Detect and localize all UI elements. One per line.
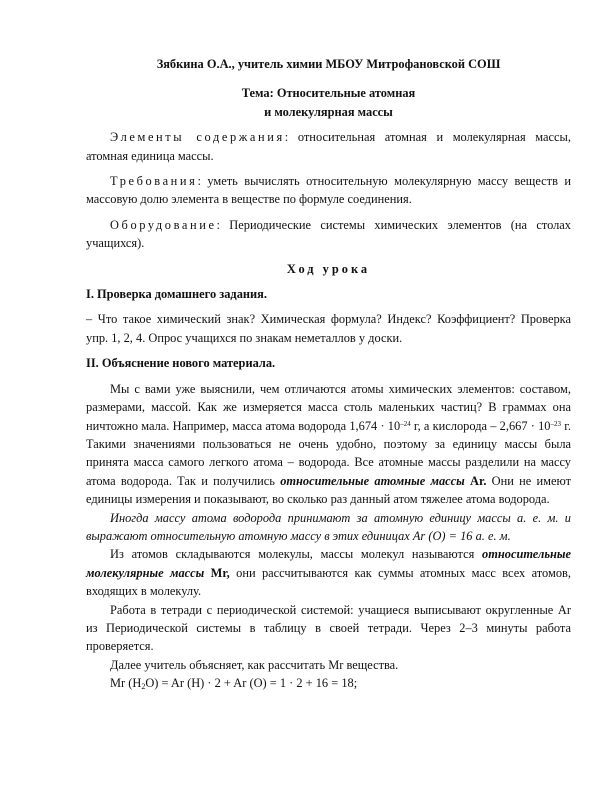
notebook-work-paragraph: Работа в тетради с периодической системой: учащиеся выписывают округленные Ar из Периодической системы в таблицу в своей тетради. Через 2–3 минуты работа проверяется. xyxy=(86,602,571,654)
term-relative-molecular-mass: относительные молекулярные массы xyxy=(86,547,571,580)
equipment-label: Оборудование xyxy=(110,217,217,232)
requirements-paragraph xyxy=(86,172,571,209)
atomic-mass-text-4: Они не имеют единицы измерения и показывают, во сколько раз данный атом тяжелее атома водорода. xyxy=(86,473,571,507)
requirements-text: : уметь вычислять относительную молекулярную массу веществ и массовую долю элемента в веществе по формуле соединения. xyxy=(86,174,571,207)
author-line: Зябкина О.А., учитель химии МБОУ Митрофановской СОШ xyxy=(156,57,501,71)
equipment-paragraph xyxy=(86,216,571,253)
term-relative-atomic-mass: относительные атомные массы xyxy=(280,473,465,488)
molecular-mass-paragraph xyxy=(86,545,571,600)
lesson-heading: Ход урока xyxy=(286,261,371,276)
formula-subscript: 2 xyxy=(141,682,146,692)
molecular-mass-text-1: Из атомов складываются молекулы, массы молекул называются xyxy=(110,547,483,562)
atomic-mass-text-2: г, а кислорода – 2,667 · 10 xyxy=(410,418,551,433)
content-elements-paragraph xyxy=(86,128,571,165)
amu-paragraph: Иногда массу атома водорода принимают за атомную единицу массы а. е. м. и выражают относительную атомную массу в этих единицах Ar (O) = 16 а. е. м. xyxy=(86,510,571,543)
formula-part-2: O) = Ar (H) · 2 + Ar (O) = 1 · 2 + 16 = 18; xyxy=(145,676,358,691)
exponent-oxygen: –23 xyxy=(550,419,561,428)
section-2-heading: II. Объяснение нового материала. xyxy=(86,356,276,371)
symbol-ar: Ar. xyxy=(464,473,487,488)
content-elements-label: Элементы содержания xyxy=(110,130,285,145)
water-formula xyxy=(86,674,571,692)
atomic-mass-paragraph xyxy=(86,380,571,509)
molecular-mass-text-2: они рассчитываются как суммы атомных масс всех атомов, входящих в молекулу. xyxy=(86,565,571,599)
section-1-heading: I. Проверка домашнего задания. xyxy=(86,287,267,302)
document-content xyxy=(86,55,571,693)
content-elements-text: : относительная атомная и молекулярная массы, атомная единица массы. xyxy=(86,130,571,163)
topic-title-line1: Тема: Относительные атомная xyxy=(241,86,416,101)
requirements-label: Требования xyxy=(110,174,198,189)
exponent-hydrogen: –24 xyxy=(400,419,411,428)
atomic-mass-text-1: Мы с вами уже выяснили, чем отличаются атомы химических элементов: составом, размерами, массой. Как же измеряется масса столь маленьких частиц? В граммах она ничтожно мала. Например, масса атома водорода 1,674 · 10 xyxy=(86,381,571,433)
symbol-mr: Mr, xyxy=(204,565,230,580)
atomic-mass-text-3: г. Такими значениями пользоваться не очень удобно, поэтому за единицу массы была принята масса самого легкого атома – водорода. Все атомные массы разделили на массу атома водорода. Так и получились xyxy=(86,418,572,488)
formula-part-1: Mr (H xyxy=(110,676,142,691)
homework-questions: – Что такое химический знак? Химическая формула? Индекс? Коэффициент? Проверка упр. 1, 2, 4. Опрос учащихся по знакам неметаллов у доски. xyxy=(86,312,571,345)
topic-title-line2: и молекулярная массы xyxy=(264,104,393,119)
teacher-explains-paragraph: Далее учитель объясняет, как рассчитать Mr вещества. xyxy=(110,657,399,672)
equipment-text: : Периодические системы химических элементов (на столах учащихся). xyxy=(86,217,571,251)
